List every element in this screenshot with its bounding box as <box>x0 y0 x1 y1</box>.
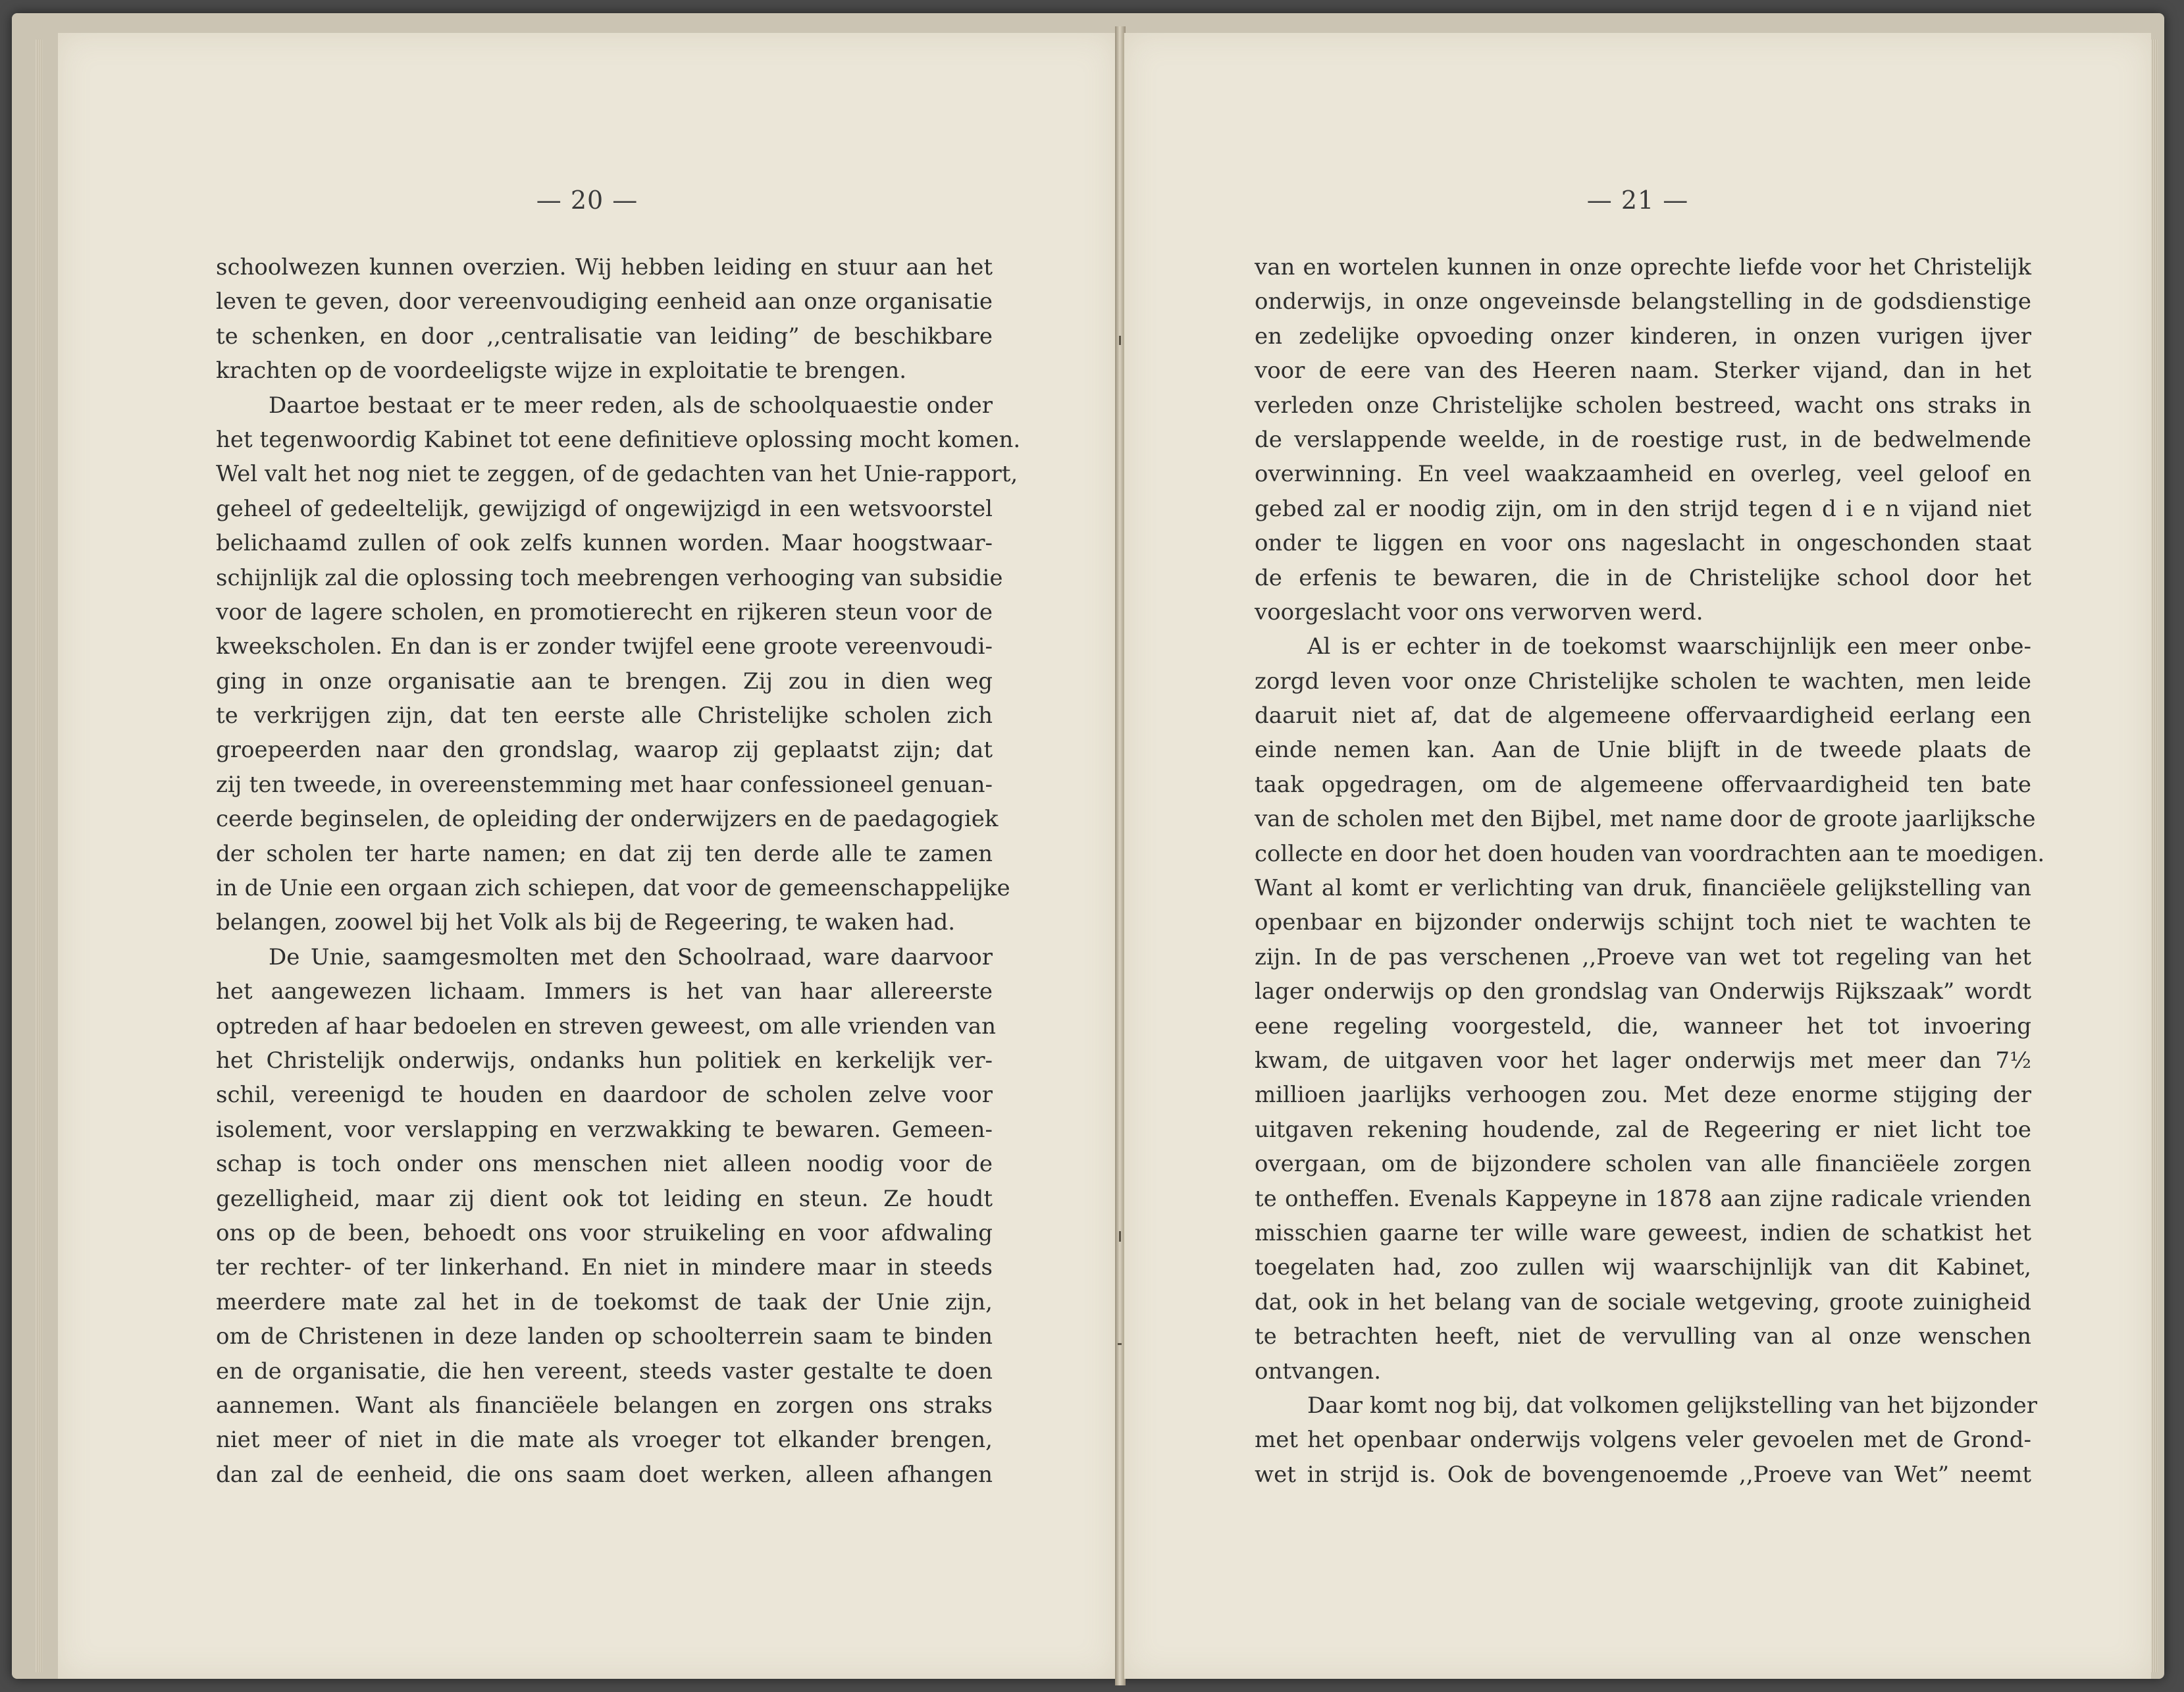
text-line: leven te geven, door vereenvoudiging eenheid aan onze organisatie <box>216 288 993 315</box>
right-page-edges <box>2151 40 2158 1672</box>
text-line: eene regeling voorgesteld, die, wanneer het tot invoering <box>1255 1013 2031 1040</box>
text-line: in de Unie een orgaan zich schiepen, dat voor de gemeenschappelijke <box>216 875 1010 902</box>
text-line: krachten op de voordeeligste wijze in exploitatie te brengen. <box>216 357 907 384</box>
text-line: met het openbaar onderwijs volgens veler gevoelen met de Grond- <box>1255 1427 2031 1454</box>
text-line: ceerde beginselen, de opleiding der onderwijzers en de paedagogiek <box>216 806 999 833</box>
text-line: de verslappende weelde, in de roestige rust, in de bedwelmende <box>1255 426 2031 453</box>
text-line: zijn. In de pas verschenen ,,Proeve van wet tot regeling van het <box>1255 943 2031 970</box>
left-page-edges <box>36 40 42 1672</box>
text-line: onder te liggen en voor ons nageslacht in ongeschonden staat <box>1255 530 2031 557</box>
page-21 <box>1123 33 2151 1679</box>
text-line: wet in strijd is. Ook de bovengenoemde ,,Proeve van Wet” neemt <box>1255 1461 2031 1488</box>
text-line: meerdere mate zal het in de toekomst de taak der Unie zijn, <box>216 1288 993 1315</box>
text-line: voor de eere van des Heeren naam. Sterker vijand, dan in het <box>1255 357 2031 384</box>
text-line: schoolwezen kunnen overzien. Wij hebben leiding en stuur aan het <box>216 254 993 280</box>
page-number: — 21 — <box>1586 186 1689 215</box>
text-line: kwam, de uitgaven voor het lager onderwijs met meer dan 7½ <box>1255 1047 2031 1074</box>
text-line: isolement, voor verslapping en verzwakking te bewaren. Gemeen- <box>216 1116 993 1143</box>
text-line: en de organisatie, die hen vereent, steeds vaster gestalte te doen <box>216 1358 993 1385</box>
text-line: taak opgedragen, om de algemeene offervaardigheid ten bate <box>1255 771 2031 798</box>
text-line: ons op de been, behoedt ons voor struikeling en voor afdwaling <box>216 1219 993 1246</box>
text-line: Want al komt er verlichting van druk, financiëele gelijkstelling van <box>1255 875 2031 902</box>
text-line: te schenken, en door ,,centralisatie van leiding” de beschikbare <box>216 323 993 350</box>
text-line: einde nemen kan. Aan de Unie blijft in de tweede plaats de <box>1255 737 2031 764</box>
text-line: Wel valt het nog niet te zeggen, of de gedachten van het Unie-rapport, <box>216 461 1018 488</box>
binding-thread-mark <box>1119 336 1121 345</box>
text-line: openbaar en bijzonder onderwijs schijnt toch niet te wachten te <box>1255 909 2031 936</box>
binding-thread-mark <box>1118 1343 1122 1345</box>
text-line: belichaamd zullen of ook zelfs kunnen worden. Maar hoogstwaar- <box>216 530 993 557</box>
text-line: overwinning. En veel waakzaamheid en overleg, veel geloof en <box>1255 461 2031 488</box>
text-line: voorgeslacht voor ons verworven werd. <box>1255 598 1703 625</box>
text-line: schil, vereenigd te houden en daardoor de scholen zelve voor <box>216 1082 993 1109</box>
page-number: — 20 — <box>536 186 638 215</box>
text-line: te betrachten heeft, niet de vervulling van al onze wenschen <box>1255 1323 2031 1350</box>
text-line: toegelaten had, zoo zullen wij waarschijnlijk van dit Kabinet, <box>1255 1254 2031 1281</box>
binding-thread-mark <box>1119 1231 1121 1242</box>
text-line: groepeerden naar den grondslag, waarop zij geplaatst zijn; dat <box>216 737 993 764</box>
text-line: zorgd leven voor onze Christelijke scholen te wachten, men leide <box>1255 668 2031 695</box>
text-line: niet meer of niet in die mate als vroeger tot elkander brengen, <box>216 1427 993 1454</box>
body-text <box>1255 250 2045 1492</box>
text-line: te ontheffen. Evenals Kappeyne in 1878 aan zijne radicale vrienden <box>1255 1185 2031 1212</box>
text-line: ontvangen. <box>1255 1358 1381 1385</box>
text-line: ging in onze organisatie aan te brengen. Zij zou in dien weg <box>216 668 993 695</box>
text-line: onderwijs, in onze ongeveinsde belangstelling in de godsdienstige <box>1255 288 2031 315</box>
text-line: daaruit niet af, dat de algemeene offervaardigheid eerlang een <box>1255 702 2031 729</box>
text-line: der scholen ter harte namen; en dat zij ten derde alle te zamen <box>216 840 993 867</box>
text-line: collecte en door het doen houden van voordrachten aan te moedigen. <box>1255 840 2045 867</box>
text-line: overgaan, om de bijzondere scholen van alle financiëele zorgen <box>1255 1151 2031 1178</box>
text-line: te verkrijgen zijn, dat ten eerste alle Christelijke scholen zich <box>216 702 993 729</box>
open-book <box>12 13 2164 1679</box>
text-line: gebed zal er noodig zijn, om in den strijd tegen d i e n vijand niet <box>1255 495 2031 522</box>
text-line: lager onderwijs op den grondslag van Onderwijs Rijkszaak” wordt <box>1255 978 2031 1005</box>
text-line: kweekscholen. En dan is er zonder twijfel eene groote vereenvoudi- <box>216 633 993 660</box>
text-line: schijnlijk zal die oplossing toch meebrengen verhooging van subsidie <box>216 564 1003 591</box>
text-line: voor de lagere scholen, en promotierecht en rijkeren steun voor de <box>216 598 993 625</box>
text-line: uitgaven rekening houdende, zal de Regeering er niet licht toe <box>1255 1116 2031 1143</box>
text-line: gezelligheid, maar zij dient ook tot leiding en steun. Ze houdt <box>216 1185 993 1212</box>
text-line: dat, ook in het belang van de sociale wetgeving, groote zuinigheid <box>1255 1288 2031 1315</box>
text-line: Daartoe bestaat er te meer reden, als de schoolquaestie onder <box>269 392 993 419</box>
text-line: om de Christenen in deze landen op schoolterrein saam te binden <box>216 1323 993 1350</box>
text-line: zij ten tweede, in overeenstemming met haar confessioneel genuan- <box>216 771 993 798</box>
text-line: schap is toch onder ons menschen niet alleen noodig voor de <box>216 1151 993 1178</box>
text-line: verleden onze Christelijke scholen bestreed, wacht ons straks in <box>1255 392 2031 419</box>
text-line: optreden af haar bedoelen en streven geweest, om alle vrienden van <box>216 1013 997 1040</box>
text-line: Al is er echter in de toekomst waarschijnlijk een meer onbe- <box>1307 633 2031 660</box>
text-line: het Christelijk onderwijs, ondanks hun politiek en kerkelijk ver- <box>216 1047 993 1074</box>
text-line: van en wortelen kunnen in onze oprechte liefde voor het Christelijk <box>1255 254 2031 280</box>
text-line: dan zal de eenheid, die ons saam doet werken, alleen afhangen <box>216 1461 993 1488</box>
text-line: De Unie, saamgesmolten met den Schoolraad, ware daarvoor <box>269 943 993 970</box>
text-line: van de scholen met den Bijbel, met name door de groote jaarlijksche <box>1255 806 2036 833</box>
text-line: millioen jaarlijks verhoogen zou. Met deze enorme stijging der <box>1255 1082 2031 1109</box>
text-line: geheel of gedeeltelijk, gewijzigd of ongewijzigd in een wetsvoorstel <box>216 495 993 522</box>
text-line: het aangewezen lichaam. Immers is het van haar allereerste <box>216 978 993 1005</box>
text-line: misschien gaarne ter wille ware geweest, indien de schatkist het <box>1255 1219 2031 1246</box>
text-line: belangen, zoowel bij het Volk als bij de Regeering, te waken had. <box>216 909 956 936</box>
body-text <box>216 250 1021 1492</box>
text-line: aannemen. Want als financiëele belangen en zorgen ons straks <box>216 1392 993 1419</box>
text-line: het tegenwoordig Kabinet tot eene definitieve oplossing mocht komen. <box>216 426 1021 453</box>
text-line: Daar komt nog bij, dat volkomen gelijkstelling van het bijzonder <box>1307 1392 2037 1419</box>
text-line: en zedelijke opvoeding onzer kinderen, in onzen vurigen ijver <box>1255 323 2031 350</box>
page-20 <box>58 33 1118 1679</box>
text-line: de erfenis te bewaren, die in de Christelijke school door het <box>1255 564 2031 591</box>
text-line: ter rechter- of ter linkerhand. En niet in mindere maar in steeds <box>216 1254 993 1281</box>
